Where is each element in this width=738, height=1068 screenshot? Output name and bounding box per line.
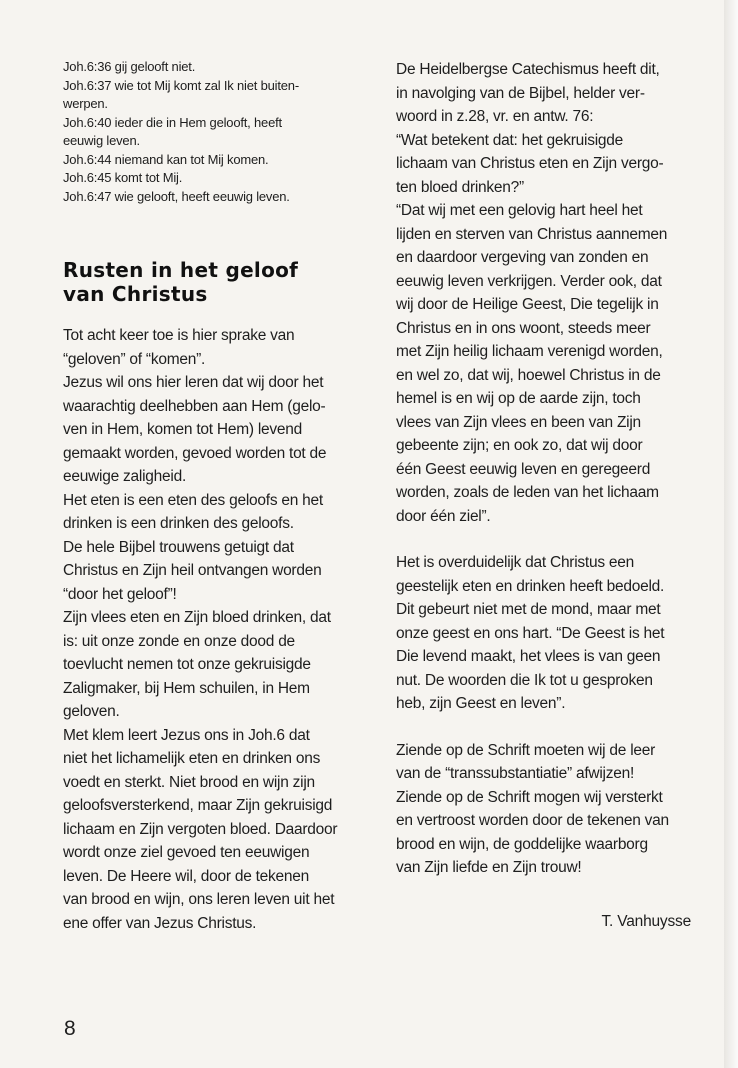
text-line: ene offer van Jezus Christus. xyxy=(63,914,257,932)
reference-line: Joh.6:37 wie tot Mij komt zal Ik niet buiten- xyxy=(63,77,299,93)
text-line: wordt onze ziel gevoed ten eeuwigen xyxy=(63,844,310,861)
reference-line: Joh.6:47 wie gelooft, heeft eeuwig leven. xyxy=(63,188,290,204)
text-line: geestelijk eten en drinken heeft bedoeld. xyxy=(396,577,665,595)
paragraph-gap xyxy=(396,528,696,551)
paragraph-gap xyxy=(396,716,696,739)
text-line: ven in Hem, komen tot Hem) levend xyxy=(63,421,302,438)
text-line: nut. De woorden die Ik tot u gesproken xyxy=(396,671,653,689)
text-line: Ziende op de Schrift moeten wij de leer xyxy=(396,741,656,759)
text-line: van Zijn liefde en Zijn trouw! xyxy=(396,859,582,876)
conclusion-paragraph xyxy=(396,739,696,880)
text-line: hemel is en wij op de aarde zijn, toch xyxy=(396,390,641,407)
text-line: Het eten is een eten des geloofs en het xyxy=(63,491,323,509)
text-line: “Dat wij met een gelovig hart heel het xyxy=(396,202,643,219)
text-line: en daardoor vergeving van zonden en xyxy=(396,249,649,266)
text-line: door één ziel”. xyxy=(396,507,491,525)
text-line: in navolging van de Bijbel, helder ver- xyxy=(396,84,645,102)
text-line: is: uit onze zonde en onze dood de xyxy=(63,632,295,650)
text-line: van brood en wijn, ons leren leven uit het xyxy=(63,891,335,908)
text-line: Zijn vlees eten en Zijn bloed drinken, dat xyxy=(63,609,331,626)
text-line: Het is overduidelijk dat Christus een xyxy=(396,554,635,571)
text-line: Die levend maakt, het vlees is van geen xyxy=(396,648,661,665)
catechism-paragraph xyxy=(396,58,696,528)
author-signature: T. Vanhuysse xyxy=(601,913,691,930)
page-number: 8 xyxy=(64,1017,76,1040)
text-line: lichaam en Zijn vergoten bloed. Daardoor xyxy=(63,820,338,838)
heading-line-1: Rusten in het geloof xyxy=(63,258,299,282)
text-line: “Wat betekent dat: het gekruisigde xyxy=(396,131,624,149)
reference-line: Joh.6:45 komt tot Mij. xyxy=(63,170,183,185)
text-line: eeuwig leven verkrijgen. Verder ook, dat xyxy=(396,272,662,290)
text-line: worden, zoals de leden van het lichaam xyxy=(396,484,659,501)
text-line: geloofsversterkend, maar Zijn gekruisigd xyxy=(63,797,333,814)
text-line: toevlucht nemen tot onze gekruisigde xyxy=(63,656,311,673)
text-line: wij door de Heilige Geest, Die tegelijk in xyxy=(396,296,659,313)
text-line: één Geest eeuwig leven en geregeerd xyxy=(396,460,651,478)
left-body-text xyxy=(63,324,363,935)
text-line: “door het geloof”! xyxy=(63,585,177,603)
text-line: Christus en in ons woont, steeds meer xyxy=(396,319,651,337)
text-line: voedt en sterkt. Niet brood en wijn zijn xyxy=(63,773,315,791)
text-line: Tot acht keer toe is hier sprake van xyxy=(63,327,295,344)
text-line: lichaam van Christus eten en Zijn vergo- xyxy=(396,155,664,172)
text-line: onze geest en ons hart. “De Geest is het xyxy=(396,624,665,642)
text-line: gemaakt worden, gevoed worden tot de xyxy=(63,444,327,462)
reference-line: Joh.6:40 ieder die in Hem gelooft, heeft xyxy=(63,114,282,130)
text-line: niet het lichamelijk eten en drinken ons xyxy=(63,750,321,767)
scripture-references xyxy=(63,58,363,206)
text-line: drinken is een drinken des geloofs. xyxy=(63,515,294,532)
text-line: Met klem leert Jezus ons in Joh.6 dat xyxy=(63,726,310,744)
text-line: woord in z.28, vr. en antw. 76: xyxy=(396,108,594,125)
reference-line: werpen. xyxy=(63,96,108,111)
right-column xyxy=(396,58,696,880)
text-line: “geloven” of “komen”. xyxy=(63,350,206,368)
text-line: De hele Bijbel trouwens getuigt dat xyxy=(63,538,294,556)
text-line: Ziende op de Schrift mogen wij versterkt xyxy=(396,788,663,806)
text-line: Christus en Zijn heil ontvangen worden xyxy=(63,562,322,579)
text-line: eeuwige zaligheid. xyxy=(63,468,187,485)
left-column xyxy=(63,58,363,935)
page-edge xyxy=(724,0,738,1068)
text-line: geloven. xyxy=(63,703,120,720)
text-line: van de “transsubstantiatie” afwijzen! xyxy=(396,765,635,782)
text-line: brood en wijn, de goddelijke waarborg xyxy=(396,835,648,853)
spiritual-eating-paragraph xyxy=(396,551,696,716)
text-line: en wel zo, dat wij, hoewel Christus in de xyxy=(396,366,661,384)
reference-line: Joh.6:44 niemand kan tot Mij komen. xyxy=(63,151,269,167)
section-heading xyxy=(63,258,363,306)
text-line: en vertroost worden door de tekenen van xyxy=(396,812,669,829)
reference-line: Joh.6:36 gij gelooft niet. xyxy=(63,59,196,74)
text-line: leven. De Heere wil, door de tekenen xyxy=(63,867,310,885)
text-line: Dit gebeurt niet met de mond, maar met xyxy=(396,601,661,618)
text-line: gebeente zijn; en ook zo, dat wij door xyxy=(396,437,643,454)
text-line: De Heidelbergse Catechismus heeft dit, xyxy=(396,61,660,78)
text-line: waarachtig deelhebben aan Hem (gelo- xyxy=(63,397,326,415)
text-line: lijden en sterven van Christus aannemen xyxy=(396,225,668,243)
text-line: met Zijn heilig lichaam verenigd worden, xyxy=(396,343,663,360)
text-line: Jezus wil ons hier leren dat wij door het xyxy=(63,374,324,391)
text-line: vlees van Zijn vlees en been van Zijn xyxy=(396,413,641,431)
text-line: Zaligmaker, bij Hem schuilen, in Hem xyxy=(63,679,310,697)
text-line: ten bloed drinken?” xyxy=(396,178,524,196)
heading-line-2: van Christus xyxy=(63,282,208,306)
text-line: heb, zijn Geest en leven”. xyxy=(396,695,566,712)
reference-line: eeuwig leven. xyxy=(63,133,140,148)
